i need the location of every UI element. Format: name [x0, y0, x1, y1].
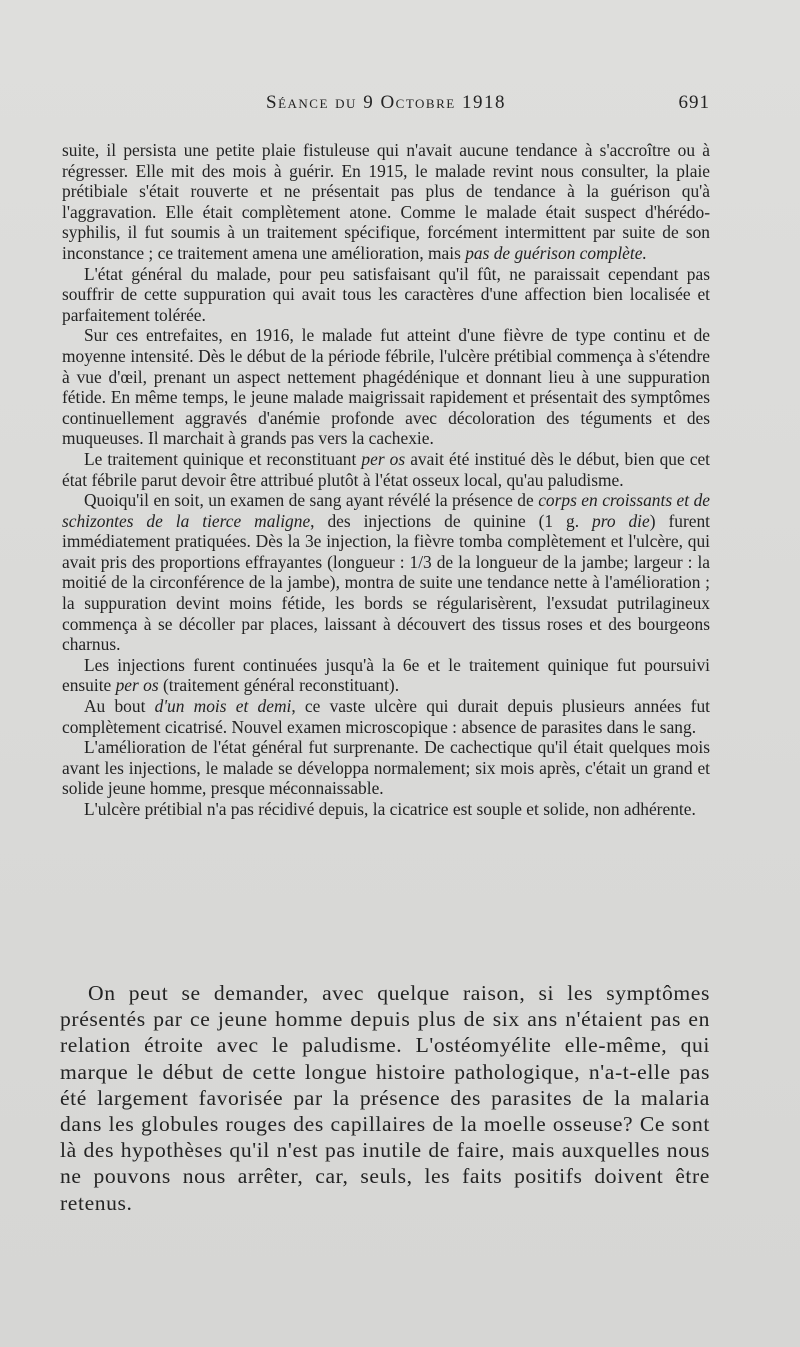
- text-run: Le traitement quinique et reconstituant: [84, 448, 362, 469]
- paragraph: [62, 449, 710, 490]
- text-run: avait été institué dès le début, bien que cet état fébrile parut devoir être attribué plutôt à l'état osseux local, qu'au paludisme.: [62, 448, 711, 490]
- paragraph: [62, 490, 710, 655]
- paragraph: L'amélioration de l'état général fut surprenante. De cachectique qu'il était quelques mois avant les injections, le malade se développa normalement; six mois après, c'était un grand et solide jeune homme, presque méconnaissable.: [62, 737, 710, 799]
- conclusion-paragraph: On peut se demander, avec quelque raison, si les symptômes présentés par ce jeune homme depuis plus de six ans n'étaient pas en relation étroite avec le paludisme. L'ostéomyélite elle-même, qui marque le début de cette longue histoire pathologique, n'a-t-elle pas été largement favorisée par la présence des parasites de la malaria dans les globules rouges des capillaires de la moelle osseuse? Ce sont là des hypothèses qu'il n'est pas inutile de faire, mais auxquelles nous ne pouvons nous arrêter, car, seuls, les faits positifs doivent être retenus.: [60, 981, 710, 1215]
- paragraph: [62, 696, 710, 737]
- italic-text: per os: [115, 675, 159, 696]
- paragraph: [62, 140, 710, 264]
- case-report-text: [62, 140, 710, 820]
- text-run: Les injections furent continuées jusqu'à la 6e et le traitement quinique fut poursuivi ensuite: [62, 654, 710, 696]
- paragraph: L'ulcère prétibial n'a pas récidivé depuis, la cicatrice est souple et solide, non adhérente.: [84, 799, 696, 819]
- text-run: Au bout: [84, 696, 155, 717]
- italic-text: pas de guérison complète.: [465, 242, 647, 263]
- text-run: ) furent immédiatement pratiquées. Dès la 3e injection, la fièvre tomba complètement et l'ulcère, qui avait pris des proportions effrayantes (longueur : 1/3 de la longueur de la jambe; largeur : la moitié de la circonférence de la jambe), montra de suite une tendance nette à l'amélioration ; la suppuration devint moins fétide, les bords se régularisèrent, l'exsudat putrilagineux commença à se décoller par places, laissant à découvert des tissus roses et des bourgeons charnus.: [62, 510, 710, 655]
- italic-text: per os: [361, 448, 406, 469]
- conclusion-text: [60, 980, 710, 1216]
- italic-text: d'un mois et demi: [154, 696, 292, 717]
- text-run: Quoiqu'il en soit, un examen de sang ayant révélé la présence de: [84, 490, 539, 511]
- text-run: , des injections de quinine (1 g.: [310, 510, 593, 531]
- page-number: 691: [678, 92, 710, 113]
- paragraph: [62, 655, 710, 696]
- italic-text: pro die: [592, 510, 650, 531]
- paragraph: Sur ces entrefaites, en 1916, le malade fut atteint d'une fièvre de type continu et de moyenne intensité. Dès le début de la période fébrile, l'ulcère prétibial commença à s'étendre à vue d'œil, prenant un aspect nettement phagédénique et donnant lieu à une suppuration fétide. En même temps, le jeune malade maigrissait rapidement et présentait des symptômes continuellement aggravés d'anémie profonde avec décoloration des téguments et des muqueuses. Il marchait à grands pas vers la cachexie.: [62, 325, 710, 449]
- text-run: suite, il persista une petite plaie fistuleuse qui n'avait aucune tendance à s'accroître ou à régresser. Elle mit des mois à guérir. En 1915, le malade revint nous consulter, la plaie prétibiale s'était rouverte et ne présentait pas plus de tendance à la guérison qu'à l'aggravation. Elle était complètement atone. Comme le malade était suspect d'hérédo-syphilis, il fut soumis à un traitement spécifique, forcément intermittent par suite de son inconstance ; ce traitement amena une amélioration, mais: [62, 140, 710, 263]
- running-head: Séance du 9 Octobre 1918: [266, 92, 506, 113]
- paragraph: L'état général du malade, pour peu satisfaisant qu'il fût, ne paraissait cependant pas souffrir de cette suppuration qui avait tous les caractères d'une affection bien localisée et parfaitement tolérée.: [62, 263, 710, 325]
- text-run: (traitement général reconstituant).: [158, 675, 400, 696]
- text-run: , ce vaste ulcère qui durait depuis plusieurs années fut complètement cicatrisé. Nouvel examen microscopique : absence de parasites dans le sang.: [62, 696, 710, 737]
- italic-text: corps en croissants et de schizontes de la tierce maligne: [62, 490, 710, 531]
- page-header: [62, 92, 710, 122]
